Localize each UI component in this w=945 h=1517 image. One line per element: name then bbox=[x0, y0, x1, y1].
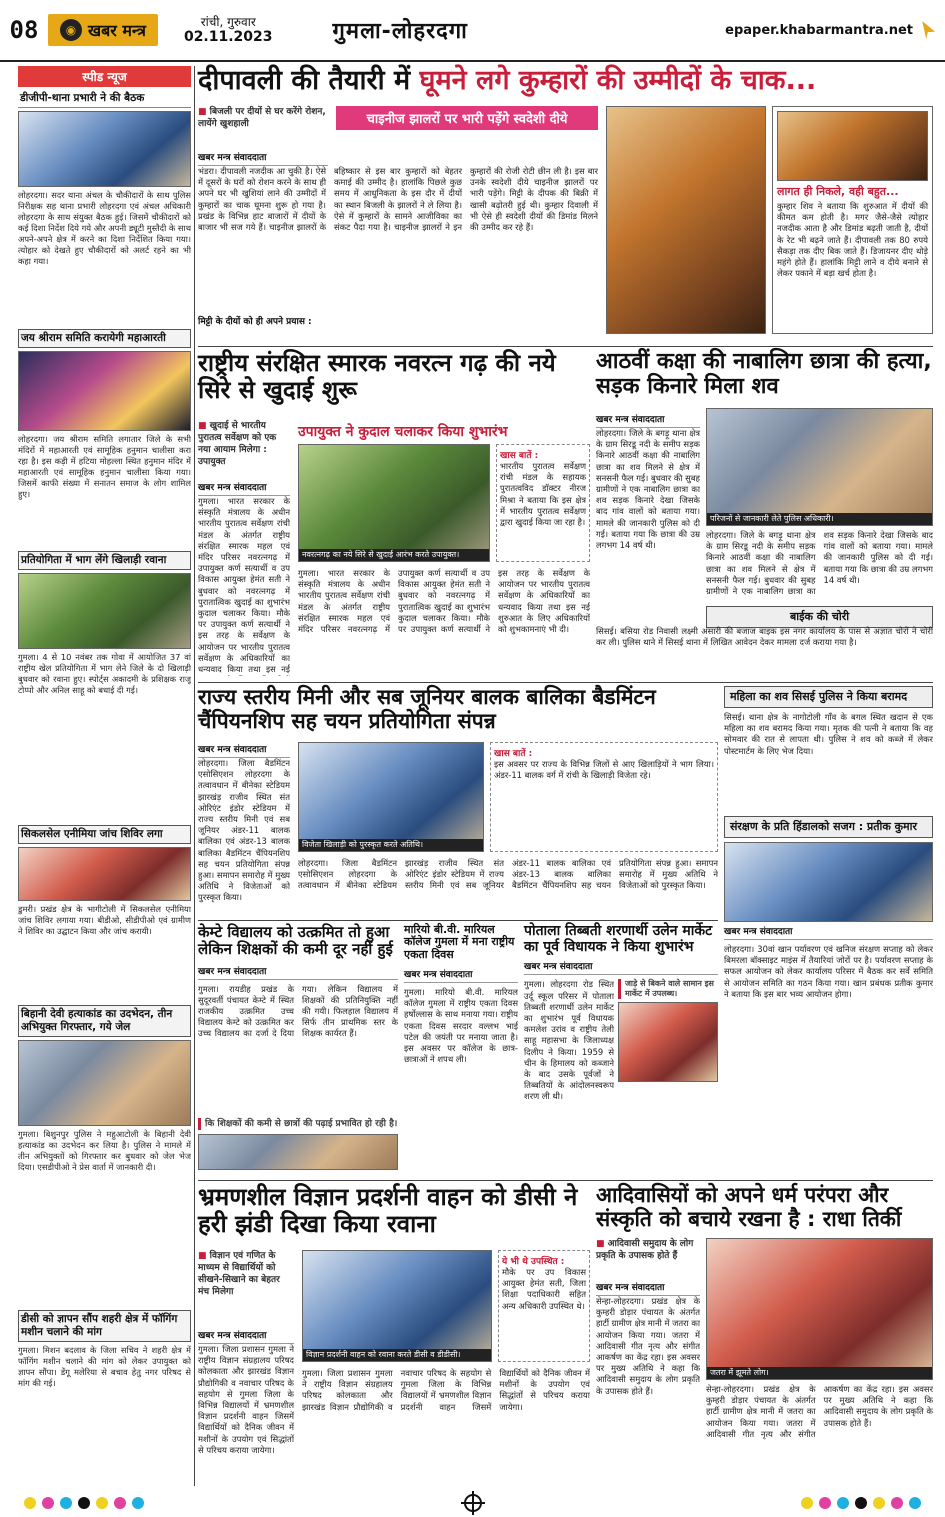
color-dot bbox=[42, 1497, 54, 1509]
story-body-continued: सेन्हा-लोहरदगा। प्रखंड क्षेत्र के कुम्हरी डोड़ार पंचायत के अंतर्गत हार्टी ग्रामीण क्षेत्र मानी में जतरा का आयोजन किया गया। जतरा में आदिवासी गीत नृत्य और संगीत आकर्षण का केंद्र रहा। इस अवसर पर मुख्य अतिथि ने कहा कि आदिवासी समुदाय के लोग प्रकृति के उपासक होते हैं। bbox=[706, 1384, 933, 1439]
fact-head: खास बातें : bbox=[494, 749, 533, 759]
story-body-continued: गुमला। भारत सरकार के संस्कृति मंत्रालय के अधीन भारतीय पुरातत्व सर्वेक्षण रांची मंडल के अंतर्गत राष्ट्रीय संरक्षित स्मारक महल एवं मंदिर परिसर नवरत्नगढ़ में उपायुक्त कर्ण सत्यार्थी व उप विकास आयुक्त हेमंत सती ने बुधवार को नवरत्नगढ़ में पुरातात्विक खुदाई का शुभारंभ कुदाल चलाकर किया। मौके पर उपायुक्त कर्ण सत्यार्थी ने इस तरह के सर्वेक्षण के आयोजन पर भारतीय पुरातत्व सर्वेक्षण के अधिकारियों का धन्यवाद किया तथा इस नई शुरुआत के लिए अधिकारियों को शुभकामनाएं भी दी। bbox=[298, 568, 590, 635]
story-photo-vehicle bbox=[302, 1250, 492, 1362]
left-item-head: बिहानी देवी हत्याकांड का उदभेदन, तीन अभियुक्त गिरफ्तार, गये जेल bbox=[18, 1005, 191, 1037]
color-dot bbox=[873, 1497, 885, 1509]
left-item-photo bbox=[18, 111, 191, 187]
main-area bbox=[198, 66, 933, 1486]
brand-badge[interactable] bbox=[48, 14, 158, 46]
left-item-text: गुमला। 4 से 10 नवंबर तक गोवा में आयोजित 37 वां राष्ट्रीय खेल प्रतियोगिता में भाग लेने जिले के दो खिलाड़ी बुधवार को रवाना हुए। स्पोर्ट्स अकादमी के प्रशिक्षक राजू टोप्पो और अनिल साहू को बधाई दी गई। bbox=[18, 652, 191, 695]
story-body: लोहरदगा। 30वां खान पर्यावरण एवं खनिज संरक्षण सप्ताह को लेकर बिमरला बॉक्साइट माइंस में तैयारियां जोरों पर है। पर्यावरण सप्ताह के सफल आयोजन को लेकर कार्यालय परिसर में बैठक कर सर्वे समिति से आयोजन समिति का गठन किया गया। खान प्रबंधक प्रतीक कुमार ने बताया कि इस बार भव्य आयोजन होगा। bbox=[724, 944, 933, 999]
column-rule bbox=[194, 66, 195, 1486]
story-byline: खबर मन्त्र संवाददाता bbox=[198, 480, 290, 496]
left-item bbox=[18, 1310, 191, 1486]
story-photo-winners bbox=[298, 742, 484, 852]
epaper-link[interactable] bbox=[725, 21, 935, 39]
story-photo-excavation bbox=[298, 444, 490, 562]
left-item-head: प्रतियोगिता में भाग लेंगे खिलाड़ी रवाना bbox=[18, 551, 191, 570]
photo-caption: विज्ञान प्रदर्शनी वाहन को रवाना करते डीसी व डीडीसी। bbox=[303, 1349, 491, 1361]
fact-text: मौके पर उप विकास आयुक्त हेमंत सती, जिला शिक्षा पदाधिकारी सहित अन्य अधिकारी उपस्थित थे। bbox=[502, 1267, 586, 1311]
left-item-text: गुमला। मिशन बदलाव के जिला सचिव ने शहरी क्षेत्र में फॉगिंग मशीन चलाने की मांग को लेकर उपायुक्त को ज्ञापन सौंपा। डेंगू मलेरिया से बचाव हेतु नगर परिषद से मांग की गई। bbox=[18, 1345, 191, 1388]
story-photo-market bbox=[618, 1002, 718, 1082]
color-dot bbox=[891, 1497, 903, 1509]
color-registration-right bbox=[801, 1497, 921, 1509]
story-headline[interactable]: राज्य स्तरीय मिनी और सब जूनियर बालक बालिका बैडमिंटन चैंपियनशिप सह चयन प्रतियोगिता संपन्न bbox=[198, 685, 656, 733]
left-item bbox=[18, 1005, 191, 1305]
story-byline: खबर मन्त्र संवाददाता bbox=[596, 1280, 700, 1296]
side-photo bbox=[777, 111, 928, 181]
hindalco-headline[interactable]: संरक्षण के प्रति हिंडालको सजग : प्रतीक कुमार bbox=[724, 816, 933, 838]
story-body: गुमला। जिला प्रशासन गुमला ने राष्ट्रीय विज्ञान संग्रहालय परिषद कोलकाता और झारखंड विज्ञान प्रौद्योगिकी व नवाचार परिषद के सहयोग से गुमला जिला के विभिन्न विद्यालयों में भ्रमणशील विज्ञान प्रदर्शनी वाहन जिसमें विद्यार्थियों को दैनिक जीवन में मशीनों के उपयोग एवं सिद्धांतों से परिचय कराया जायेगा। bbox=[198, 1344, 294, 1455]
story-body: गुमला। भारत सरकार के संस्कृति मंत्रालय के अधीन भारतीय पुरातत्व सर्वेक्षण रांची मंडल के अंतर्गत राष्ट्रीय संरक्षित स्मारक महल एवं मंदिर परिसर नवरत्नगढ़ में उपायुक्त कर्ण सत्यार्थी व उप विकास आयुक्त हेमंत सती ने बुधवार को नवरत्नगढ़ में पुरातात्विक खुदाई का शुभारंभ कुदाल चलाकर किया। मौके पर उपायुक्त कर्ण सत्यार्थी ने इस तरह के सर्वेक्षण के आयोजन पर भारतीय पुरातत्व सर्वेक्षण के अधिकारियों का धन्यवाद किया तथा इस नई bbox=[198, 496, 290, 675]
story-body: लोहरदगा। जिला बैडमिंटन एसोसिएशन लोहरदगा के तत्वावधान में बीनेका स्टेडियम झारखंड़ राजीव स्थित संत ओरिएंट इंडोर स्टेडियम में राज्य स्तरीय मिनी एवं सब जूनियर अंडर-11 बालक बालिका एवं अंडर-13 बालक बालिका बैडमिंटन चैंपियनशिप सह चयन प्रतियोगिता संपन्न हुआ। समापन समारोह में मुख्य अतिथि ने विजेताओं को पुरस्कृत किया। bbox=[198, 758, 290, 903]
story-byline: खबर मन्त्र संवाददाता bbox=[198, 964, 398, 980]
left-item-text: डुमरी। प्रखंड क्षेत्र के भागीटोली में सिकलसेल एनीमिया जांच शिविर लगाया गया। बीडीओ, सीडीपीओ एवं ग्रामीण ने शिविर का उद्घाटन किया और जांच करायी। bbox=[18, 904, 191, 936]
brand-logo-icon: ◉ bbox=[60, 19, 82, 41]
story-quote: जाड़े से बिकने वाले सामान इस मार्केट में उपलब्ध। bbox=[618, 979, 718, 999]
story-kicker: ■ खुदाई से भारतीय पुरातत्व सर्वेक्षण को एक नया आयाम मिलेगा : उपायुक्त bbox=[198, 420, 290, 468]
row-rule bbox=[198, 682, 933, 683]
color-dot bbox=[801, 1497, 813, 1509]
story-photo-potter bbox=[606, 106, 766, 334]
story-headline[interactable]: आदिवासियों को अपने धर्म परंपरा और संस्कृति को बचाये रखना है : राधा तिर्की bbox=[596, 1183, 902, 1231]
left-item-text: लोहरदगा। जय श्रीराम समिति लगातार जिले के सभी मंदिरों में महाआरती एवं सामूहिक हनुमान चालीसा करा रहा है। इस कड़ी में हटिया मोहल्ला स्थित हनुमान मंदिर में महाआरती एवं सामूहिक हनुमान चालीसा किया गया। जिसमें काफी संख्या में सनातन समाज के लोग शामिल हुए। bbox=[18, 434, 191, 499]
registration-mark-icon bbox=[464, 1494, 482, 1512]
story-body: गुमला। लोहरदगा रोड स्थित उर्दू स्कूल परिसर में पोताला तिब्बती शरणार्थी उलेन मार्केट का शुभारंभ पूर्व विधायक कमलेश उरांव व राष्ट्रीय तेली साहू महासभा के जिलाध्यक्ष दिलीप ने किया। 1959 से चीन के हिमालय को कब्जाने के बाद उसके पूर्वजों ने तिब्बतियों के आंदोलनस्वरूप शरण ली थी। bbox=[524, 979, 614, 1102]
left-item-photo bbox=[18, 1040, 191, 1126]
story-byline: खबर मन्त्र संवाददाता bbox=[198, 150, 328, 166]
story-kemte-school bbox=[198, 924, 398, 1176]
epaper-url: epaper.khabarmantra.net bbox=[725, 22, 913, 38]
story-body: गुमला। मारियो बी.वी. मारियल कॉलेज गुमला में राष्ट्रीय एकता दिवस हर्षोल्लास के साथ मनाया गया। राष्ट्रीय एकता दिवस सरदार वल्लभ भाई पटेल की जयंती पर मनाया जाता है। इस अवसर पर कॉलेज के छात्र-छात्राओं ने शपथ ली। bbox=[404, 986, 518, 1065]
story-body: सिसई। थाना क्षेत्र के नागोटोली गाँव के बगल स्थित खदान से एक महिला का शव बरामद किया गया। मृतक की पत्नी ने बताया कि वह सोमवार की रात से लापता थी। पुलिस ने शव को कब्जे में लेकर पोस्टमार्टम के लिए भेज दिया। bbox=[724, 712, 933, 756]
story-headline[interactable]: भ्रमणशील विज्ञान प्रदर्शनी वाहन को डीसी ने हरी झंडी दिखा किया रवाना bbox=[198, 1183, 578, 1238]
story-photo-police bbox=[706, 408, 933, 526]
color-dot bbox=[78, 1497, 90, 1509]
left-item bbox=[18, 90, 191, 324]
fact-head: ये भी थे उपस्थित : bbox=[502, 1257, 565, 1267]
story-kicker: ■ आदिवासी समुदाय के लोग प्रकृति के उपासक होते हैं bbox=[596, 1238, 700, 1262]
left-item-head: डीसी को ज्ञापन सौंप शहरी क्षेत्र में फॉगिंग मशीन चलाने की मांग bbox=[18, 1310, 191, 1342]
footer bbox=[0, 1488, 945, 1517]
story-pink-bar: चाइनीज झालरों पर भारी पड़ेंगे स्वदेशी दीये bbox=[336, 106, 598, 130]
color-dot bbox=[60, 1497, 72, 1509]
left-column bbox=[18, 66, 191, 1486]
photo-caption: विजेता खिलाड़ी को पुरस्कृत करते अतिथि। bbox=[299, 839, 483, 851]
color-dot bbox=[24, 1497, 36, 1509]
story-photo-school bbox=[198, 1134, 398, 1170]
story-science-vehicle bbox=[198, 1184, 590, 1484]
story-woman-body bbox=[724, 686, 933, 918]
story-diwali-potters bbox=[198, 66, 933, 344]
story-byline: खबर मन्त्र संवाददाता bbox=[404, 967, 518, 983]
bike-theft-text: सिसई। बसिया रोड निवासी लक्ष्मी अंसारी की बजाज बाइक इस नगर कार्यालय के पास से अज्ञात चोरों ने चोरी कर ली। पुलिस थाने में सिसई थाना में लिखित आवेदन देकर मामला दर्ज कराया गया है। bbox=[596, 626, 933, 648]
story-headline[interactable]: केम्टे विद्यालय को उत्क्रमित तो हुआ लेकिन शिक्षकों की कमी दूर नहीं हुई bbox=[198, 923, 393, 958]
story-byline: खबर मन्त्र संवाददाता bbox=[198, 1328, 294, 1344]
story-body: भंडरा। दीपावली नजदीक आ चुकी है। ऐसे में दूसरों के घरों को रोशन करने के साथ ही अपने घर भी खुशियां लाने की उम्मीदों में कुम्हारों का चाक घूमना शुरू हो गया है। प्रखंड के विभिन्न हाट बाजारों में दीयों के बाजार भी सज गये हैं। चाइनीज झालरों के बहिष्कार से इस बार कुम्हारों को बेहतर कमाई की उम्मीद है। हालांकि पिछले कुछ समय में आधुनिकता के इस दौर में दीयों का स्थान बिजली के झालरों ने ले लिया है। ऐसे में कुम्हारों के सामने आजीविका का संकट पैदा गया है। चाइनीज झालरों ने इन कुम्हारों की रोजी रोटी छीन ली है। इस बार उनके स्वदेशी दीये चाइनीज झालरों पर भारी पड़ेंगे। मिट्टी के दीपक की बिक्री में खासी बढ़ोतरी हुई थी। कुम्हार दिवाली में भी ऐसे ही स्वदेशी दीयों की डिमांड मिलने की उम्मीद कर रहे हैं। bbox=[198, 166, 598, 233]
row-rule bbox=[198, 346, 933, 347]
fact-head: खास बातें : bbox=[500, 451, 539, 461]
story-body-continued: गुमला। जिला प्रशासन गुमला ने राष्ट्रीय विज्ञान संग्रहालय परिषद कोलकाता और झारखंड विज्ञान प्रौद्योगिकी व नवाचार परिषद के सहयोग से गुमला जिला के विभिन्न विद्यालयों में भ्रमणशील विज्ञान प्रदर्शनी वाहन जिसमें विद्यार्थियों को दैनिक जीवन में मशीनों के उपयोग एवं सिद्धांतों से परिचय कराया जायेगा। bbox=[302, 1368, 590, 1412]
story-headline[interactable] bbox=[198, 66, 933, 96]
color-registration-left bbox=[24, 1497, 144, 1509]
color-dot bbox=[96, 1497, 108, 1509]
photo-caption: नवरत्नगढ़ का नये सिरे से खुदाई आरंभ करते उपायुक्त। bbox=[299, 549, 489, 561]
left-item-text: लोहरदगा। सदर थाना अंचल के चौकीदारों के साथ पुलिस निरीक्षक सह थाना प्रभारी लोहरदगा एवं अंचल अधिकारी लोहरदगा के साथ संयुक्त बैठक हुई। जिसमें चौकीदारों को कई दिशा निर्देश दिये गये और अपनी ड्यूटी मुस्तैदी के साथ अपने-अपने क्षेत्र में करने का दिशा निर्देशित किया गया। त्योहार को देखते हुए चौकीदारों को अलर्ट रहने का भी कहा गया। bbox=[18, 190, 191, 266]
left-item-head: डीजीपी-थाना प्रभारी ने की बैठक bbox=[18, 90, 191, 108]
story-byline: खबर मन्त्र संवाददाता bbox=[724, 924, 933, 940]
fact-text: भारतीय पुरातत्व सर्वेक्षण रांची मंडल के सहायक पुरातत्वविद डॉक्टर नीरज मिश्रा ने बताया कि इस क्षेत्र में भारतीय पुरातत्व सर्वेक्षण द्वारा खुदाई किया जा रहा है। bbox=[500, 461, 586, 528]
left-item-photo bbox=[18, 573, 191, 649]
story-kicker: ■ बिजली पर दीयों से घर करेंगे रोशन, लायेंगे खुशहाली bbox=[198, 106, 328, 130]
left-item bbox=[18, 551, 191, 820]
left-item-text: गुमला। बिशुनपुर पुलिस ने महुआटोली के बिहानी देवी हत्याकांड का उदभेदन कर लिया है। पुलिस ने मामले में तीन अभियुक्तों को गिरफ्तार कर बुधवार को जेल भेज दिया। एसडीपीओ ने प्रेस वार्ता में जानकारी दी। bbox=[18, 1129, 191, 1172]
fact-text: इस अवसर पर राज्य के विभिन्न जिलों से आए खिलाड़ियों ने भाग लिया। अंडर-11 बालक वर्ग में रांची के खिलाड़ी विजेता रहे। bbox=[494, 759, 714, 781]
row-rule bbox=[198, 920, 718, 921]
speed-news-banner: स्पीड न्यूज bbox=[18, 66, 191, 87]
headline-part-a: दीपावली की तैयारी में bbox=[198, 65, 420, 96]
color-dot bbox=[132, 1497, 144, 1509]
story-unity-day bbox=[404, 924, 518, 1176]
row-rule bbox=[198, 1180, 933, 1181]
story-fact-box bbox=[496, 444, 590, 562]
bike-theft-head[interactable]: बाईक की चोरी bbox=[706, 606, 933, 628]
left-item-head: जय श्रीराम समिति करायेगी महाआरती bbox=[18, 329, 191, 348]
color-dot bbox=[909, 1497, 921, 1509]
brand-name: खबर मन्त्र bbox=[88, 21, 146, 40]
story-body: लोहरदगा। जिले के बगड़ू थाना क्षेत्र के ग्राम सिरडू नदी के समीप सड़क किनारे आठवीं कक्षा की नाबालिग छात्रा का शव मिलने से क्षेत्र में सनसनी फैल गई। बुधवार की सुबह ग्रामीणों ने एक नाबालिग छात्रा का शव सड़क किनारे देखा जिसके बाद गांव वालों को बताया गया। मामले की जानकारी पुलिस को दी गई। बताया गया कि छात्रा की उम्र लगभग 14 वर्ष थी। bbox=[596, 428, 700, 551]
story-body-continued: लोहरदगा। जिले के बगड़ू थाना क्षेत्र के ग्राम सिरडू नदी के समीप सड़क किनारे आठवीं कक्षा की नाबालिग छात्रा का शव मिलने से क्षेत्र में सनसनी फैल गई। बुधवार की सुबह ग्रामीणों ने एक नाबालिग छात्रा का शव सड़क किनारे देखा जिसके बाद गांव वालों को बताया गया। मामले की जानकारी पुलिस को दी गई। बताया गया कि छात्रा की उम्र लगभग 14 वर्ष थी। bbox=[706, 530, 933, 597]
hindalco-photo bbox=[724, 842, 933, 922]
story-red-subhead: उपायुक्त ने कुदाल चलाकर किया शुभारंभ bbox=[298, 424, 508, 440]
left-item-head: सिकलसेल एनीमिया जांच शिविर लगा bbox=[18, 825, 191, 844]
story-tibetan-market bbox=[524, 924, 718, 1176]
story-fact-box bbox=[498, 1250, 590, 1362]
story-byline: खबर मन्त्र संवाददाता bbox=[596, 412, 700, 428]
story-headline[interactable]: आठवीं कक्षा की नाबालिग छात्रा की हत्या, सड़क किनारे मिला शव bbox=[596, 349, 932, 399]
masthead bbox=[0, 0, 945, 62]
story-badminton bbox=[198, 686, 718, 918]
left-item-photo bbox=[18, 847, 191, 901]
issue-date: 02.11.2023 bbox=[183, 29, 273, 45]
city-day: रांची, गुरुवार bbox=[200, 15, 256, 29]
left-item bbox=[18, 329, 191, 546]
side-head: लागत ही निकले, वही बहुत... bbox=[777, 185, 899, 198]
story-student-murder bbox=[596, 350, 933, 680]
section-title: गुमला-लोहरदगा bbox=[332, 19, 468, 44]
color-dot bbox=[114, 1497, 126, 1509]
story-headline[interactable]: मारियो बी.वी. मारियल कॉलेज गुमला में मना राष्ट्रीय एकता दिवस bbox=[404, 923, 515, 961]
story-subhead: मिट्टी के दीयों को ही अपने प्रयास : bbox=[198, 314, 328, 327]
story-fact-box bbox=[490, 742, 718, 852]
story-body: सेन्हा-लोहरदगा। प्रखंड क्षेत्र के कुम्हरी डोड़ार पंचायत के अंतर्गत हार्टी ग्रामीण क्षेत्र मानी में जतरा का आयोजन किया गया। जतरा में आदिवासी गीत नृत्य और संगीत आकर्षण का केंद्र रहा। इस अवसर पर मुख्य अतिथि ने कहा कि आदिवासी समुदाय के लोग प्रकृति के उपासक होते हैं। bbox=[596, 1296, 700, 1396]
story-quote: कि शिक्षकों की कमी से छात्रों की पढ़ाई प्रभावित हो रही है। bbox=[198, 1118, 398, 1130]
story-headline[interactable]: राष्ट्रीय संरक्षित स्मारक नवरत्न गढ़ की नये सिरे से खुदाई शुरू bbox=[198, 349, 556, 404]
story-navratangarh bbox=[198, 350, 590, 680]
story-photo-jatra bbox=[706, 1238, 933, 1380]
story-headline[interactable]: पोताला तिब्बती शरणार्थी उलेन मार्केट का पूर्व विधायक ने किया शुभारंभ bbox=[524, 923, 713, 955]
story-headline[interactable]: महिला का शव सिसई पुलिस ने किया बरामद bbox=[724, 686, 933, 708]
page-number: 08 bbox=[9, 16, 39, 44]
cursor-icon bbox=[919, 21, 935, 39]
color-dot bbox=[837, 1497, 849, 1509]
story-body: गुमला। रायडीह प्रखंड के सुदूरवर्ती पंचायत केम्टे में स्थित राजकीय उत्क्रमित उच्च विद्यालय केम्टे को उत्क्रमित कर उच्च विद्यालय का दर्जा दे दिया गया। लेकिन विद्यालय में शिक्षकों की प्रतिनियुक्ति नहीं की गयी। फिलहाल विद्यालय में सिर्फ तीन प्राथमिक स्तर के शिक्षक कार्यरत हैं। bbox=[198, 983, 398, 1039]
headline-part-b: घूमने लगे कुम्हारों की उम्मीदों के चाक... bbox=[419, 65, 817, 96]
story-kicker: ■ विज्ञान एवं गणित के माध्यम से विद्यार्थियों को सीखने-सिखाने का बेहतर मंच मिलेगा bbox=[198, 1250, 294, 1298]
story-hindalco bbox=[724, 924, 933, 1176]
story-body-continued: लोहरदगा। जिला बैडमिंटन एसोसिएशन लोहरदगा के तत्वावधान में बीनेका स्टेडियम झारखंड़ राजीव स्थित संत ओरिएंट इंडोर स्टेडियम में राज्य स्तरीय मिनी एवं सब जूनियर अंडर-11 बालक बालिका एवं अंडर-13 बालक बालिका बैडमिंटन चैंपियनशिप सह चयन प्रतियोगिता संपन्न हुआ। समापन समारोह में मुख्य अतिथि ने विजेताओं को पुरस्कृत किया। bbox=[298, 858, 718, 891]
photo-caption: जतरा में झूमते लोग। bbox=[707, 1367, 932, 1379]
left-item-photo bbox=[18, 351, 191, 431]
story-tribal-culture bbox=[596, 1184, 933, 1484]
photo-caption: परिजनों से जानकारी लेते पुलिस अधिकारी। bbox=[707, 513, 932, 525]
story-side-box bbox=[772, 106, 933, 334]
side-text: कुम्हार शिव ने बताया कि शुरुआत में दीयों की कीमत कम होती है। मगर जैसे-जैसे त्योहार नजदीक आता है और डिमांड बढ़ती जाती है, दीयों के रेट भी बढ़ने जाते हैं। दीपावली तक 80 रुपये सैकड़ा तक दीए बिक जाते हैं। डिजायनर दीए थोड़े महंगे होते हैं। हालांकि मिट्टी लाने व दीये बनाने से लेकर पकाने में बड़ा खर्च होता है। bbox=[777, 201, 928, 279]
color-dot bbox=[819, 1497, 831, 1509]
story-byline: खबर मन्त्र संवाददाता bbox=[198, 742, 290, 758]
color-dot bbox=[855, 1497, 867, 1509]
left-item bbox=[18, 825, 191, 1000]
issue-info bbox=[184, 15, 273, 45]
story-byline: खबर मन्त्र संवाददाता bbox=[524, 959, 718, 975]
